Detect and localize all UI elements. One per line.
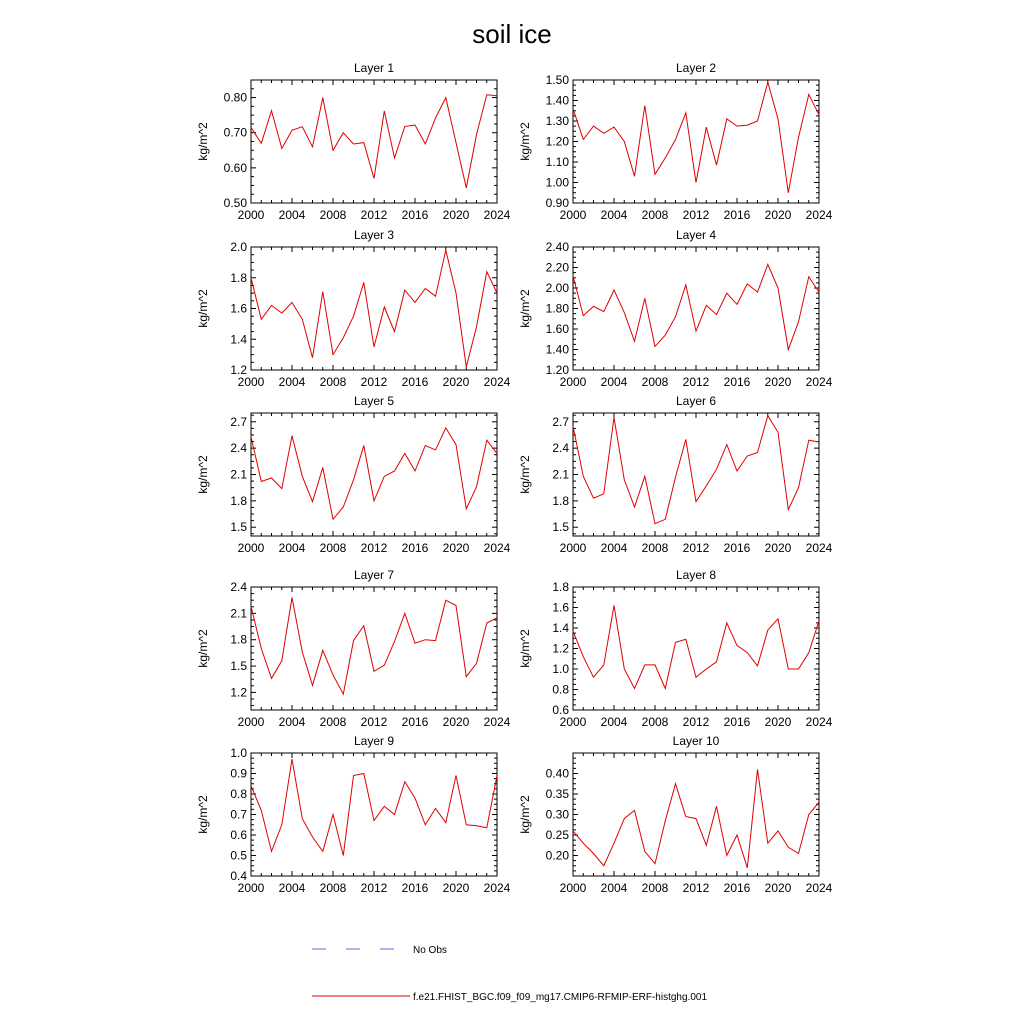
layer-4-ytick-label: 1.60	[545, 322, 569, 336]
layer-7-ytick-label: 2.1	[230, 606, 247, 621]
layer-4-ytick-label: 1.40	[545, 342, 569, 357]
layer-8-series-line	[573, 606, 819, 689]
layer-7-xtick-label: 2000	[237, 715, 265, 729]
layer-7-xtick-label: 2020	[442, 715, 470, 729]
layer-1-title: Layer 1	[353, 61, 395, 75]
layer-3-series-line	[251, 250, 497, 367]
layer-7-frame	[251, 587, 497, 710]
layer-8-frame	[573, 587, 819, 710]
layer-8-ytick-label: 0.6	[552, 703, 569, 717]
layer-5-ytick-label: 2.4	[230, 441, 247, 456]
layer-9-ytick-label: 0.5	[230, 848, 247, 863]
layer-1-xtick-label: 2000	[237, 208, 265, 222]
layer-3-xtick-label: 2016	[401, 375, 429, 389]
layer-10-xtick-label: 2024	[805, 881, 833, 895]
layer-3-xtick-label: 2004	[278, 375, 306, 389]
layer-6-series-line	[573, 416, 819, 524]
layer-3-ytick-label: 1.8	[230, 270, 247, 285]
layer-2-xtick-label: 2016	[723, 208, 751, 222]
layer-5-panel	[196, 394, 511, 555]
layer-2-xtick-label: 2008	[641, 208, 669, 222]
layer-10-xtick-label: 2012	[682, 881, 710, 895]
layer-6-ytick-label: 2.7	[552, 414, 569, 429]
layer-2-ytick-label: 0.90	[545, 196, 569, 210]
layer-5-frame	[251, 413, 497, 536]
layer-8-title: Layer 8	[675, 568, 717, 582]
layer-6-xtick-label: 2008	[641, 541, 669, 555]
layer-10-xtick-label: 2020	[764, 881, 792, 895]
layer-6-ylabel: kg/m^2	[518, 455, 532, 494]
layer-4-frame	[573, 247, 819, 370]
layer-3-ytick-label: 1.4	[230, 332, 247, 347]
layer-10-panel	[518, 734, 833, 895]
legend-label-model: f.e21.FHIST_BGC.f09_f09_mg17.CMIP6-RFMIP-ERF-histghg.001	[413, 992, 708, 1003]
layer-4-xtick-label: 2012	[682, 375, 710, 389]
layer-7-xtick-label: 2024	[483, 715, 511, 729]
layer-4-title: Layer 4	[675, 228, 717, 242]
layer-1-xtick-label: 2012	[360, 208, 388, 222]
layer-10-xtick-label: 2016	[723, 881, 751, 895]
layer-7-xtick-label: 2008	[319, 715, 347, 729]
layer-10-xtick-label: 2008	[641, 881, 669, 895]
layer-8-ytick-label: 1.2	[552, 641, 569, 656]
layer-9-ytick-label: 0.7	[230, 807, 247, 822]
layer-3-xtick-label: 2000	[237, 375, 265, 389]
layer-10-ytick-label: 0.40	[545, 766, 569, 781]
layer-7-ytick-label: 1.2	[230, 685, 247, 700]
layer-9-title: Layer 9	[353, 734, 395, 748]
layer-5-ytick-label: 1.8	[230, 493, 247, 508]
layer-8-xtick-label: 2012	[682, 715, 710, 729]
layer-7-xtick-label: 2012	[360, 715, 388, 729]
layer-9-frame	[251, 753, 497, 876]
layer-2-ytick-label: 1.20	[545, 134, 569, 149]
layer-6-panel	[518, 394, 833, 555]
layer-1-xtick-label: 2020	[442, 208, 470, 222]
layer-8-ytick-label: 1.8	[552, 580, 569, 594]
layer-7-ylabel: kg/m^2	[196, 629, 210, 668]
layer-3-xtick-label: 2008	[319, 375, 347, 389]
layer-9-series-line	[251, 759, 497, 855]
layer-8-panel	[518, 568, 833, 729]
layer-2-ytick-label: 1.00	[545, 175, 569, 190]
layer-5-xtick-label: 2012	[360, 541, 388, 555]
layer-5-ytick-label: 2.7	[230, 414, 247, 429]
layer-9-ytick-label: 0.8	[230, 787, 247, 801]
layer-1-panel	[196, 61, 511, 222]
layer-8-xtick-label: 2024	[805, 715, 833, 729]
layer-4-ylabel: kg/m^2	[518, 289, 532, 328]
layer-7-series-line	[251, 598, 497, 695]
layer-10-series-line	[573, 769, 819, 867]
layer-3-ytick-label: 1.6	[230, 301, 247, 316]
layer-5-xtick-label: 2004	[278, 541, 306, 555]
layer-8-ytick-label: 0.8	[552, 682, 569, 697]
layer-9-xtick-label: 2016	[401, 881, 429, 895]
layer-9-xtick-label: 2008	[319, 881, 347, 895]
layer-4-ytick-label: 1.80	[545, 301, 569, 316]
layer-7-ytick-label: 1.8	[230, 632, 247, 647]
panel-grid	[196, 61, 833, 895]
layer-1-xtick-label: 2016	[401, 208, 429, 222]
figure-title: soil ice	[472, 19, 552, 49]
layer-10-xtick-label: 2000	[559, 881, 587, 895]
layer-3-xtick-label: 2012	[360, 375, 388, 389]
layer-8-xtick-label: 2000	[559, 715, 587, 729]
legend	[312, 945, 707, 1003]
layer-9-xtick-label: 2012	[360, 881, 388, 895]
layer-8-xtick-label: 2016	[723, 715, 751, 729]
layer-2-title: Layer 2	[675, 61, 717, 75]
layer-8-ylabel: kg/m^2	[518, 629, 532, 668]
layer-2-xtick-label: 2020	[764, 208, 792, 222]
layer-2-ytick-label: 1.10	[545, 155, 569, 169]
layer-10-ytick-label: 0.35	[545, 787, 569, 801]
layer-6-frame	[573, 413, 819, 536]
layer-4-xtick-label: 2004	[600, 375, 628, 389]
layer-3-ylabel: kg/m^2	[196, 289, 210, 328]
layer-4-xtick-label: 2000	[559, 375, 587, 389]
layer-9-panel	[196, 734, 511, 895]
layer-9-ytick-label: 0.9	[230, 766, 247, 781]
layer-7-ytick-label: 1.5	[230, 659, 247, 674]
layer-2-ytick-label: 1.50	[545, 73, 569, 87]
layer-1-ytick-label: 0.50	[223, 196, 247, 210]
layer-6-xtick-label: 2020	[764, 541, 792, 555]
legend-label-no-obs: No Obs	[413, 945, 447, 956]
layer-10-ylabel: kg/m^2	[518, 795, 532, 834]
layer-2-xtick-label: 2000	[559, 208, 587, 222]
layer-9-ytick-label: 0.6	[230, 828, 247, 842]
layer-2-xtick-label: 2004	[600, 208, 628, 222]
layer-4-ytick-label: 2.20	[545, 260, 569, 275]
layer-4-xtick-label: 2016	[723, 375, 751, 389]
layer-5-series-line	[251, 428, 497, 519]
layer-5-ytick-label: 1.5	[230, 520, 247, 535]
layer-2-series-line	[573, 82, 819, 193]
layer-1-xtick-label: 2008	[319, 208, 347, 222]
layer-4-ytick-label: 2.00	[545, 281, 569, 295]
layer-10-ytick-label: 0.30	[545, 807, 569, 822]
layer-6-ytick-label: 2.1	[552, 467, 569, 482]
layer-10-xtick-label: 2004	[600, 881, 628, 895]
layer-8-xtick-label: 2008	[641, 715, 669, 729]
layer-1-xtick-label: 2004	[278, 208, 306, 222]
layer-3-frame	[251, 247, 497, 370]
layer-5-title: Layer 5	[353, 394, 395, 408]
layer-6-ytick-label: 2.4	[552, 441, 569, 456]
layer-4-ytick-label: 1.20	[545, 363, 569, 377]
layer-2-panel	[518, 61, 833, 222]
layer-2-ytick-label: 1.40	[545, 93, 569, 108]
layer-9-xtick-label: 2020	[442, 881, 470, 895]
layer-3-ytick-label: 1.2	[230, 363, 247, 377]
layer-9-xtick-label: 2004	[278, 881, 306, 895]
layer-10-ytick-label: 0.20	[545, 848, 569, 863]
layer-5-xtick-label: 2008	[319, 541, 347, 555]
layer-6-title: Layer 6	[675, 394, 717, 408]
layer-5-xtick-label: 2016	[401, 541, 429, 555]
layer-4-panel	[518, 228, 833, 389]
layer-5-ylabel: kg/m^2	[196, 455, 210, 494]
layer-9-xtick-label: 2024	[483, 881, 511, 895]
layer-4-xtick-label: 2008	[641, 375, 669, 389]
layer-6-xtick-label: 2024	[805, 541, 833, 555]
layer-5-ytick-label: 2.1	[230, 467, 247, 482]
layer-3-ytick-label: 2.0	[230, 240, 247, 254]
layer-2-xtick-label: 2012	[682, 208, 710, 222]
layer-10-title: Layer 10	[672, 734, 720, 748]
layer-5-xtick-label: 2000	[237, 541, 265, 555]
layer-3-panel	[196, 228, 511, 389]
layer-4-series-line	[573, 264, 819, 349]
layer-6-ytick-label: 1.8	[552, 493, 569, 508]
layer-6-xtick-label: 2000	[559, 541, 587, 555]
layer-8-ytick-label: 1.0	[552, 662, 569, 676]
layer-6-xtick-label: 2004	[600, 541, 628, 555]
layer-7-xtick-label: 2004	[278, 715, 306, 729]
layer-5-xtick-label: 2020	[442, 541, 470, 555]
layer-1-ylabel: kg/m^2	[196, 122, 210, 161]
layer-2-xtick-label: 2024	[805, 208, 833, 222]
layer-7-ytick-label: 2.4	[230, 580, 247, 594]
layer-1-series-line	[251, 95, 497, 188]
layer-10-frame	[573, 753, 819, 876]
layer-4-xtick-label: 2024	[805, 375, 833, 389]
layer-9-xtick-label: 2000	[237, 881, 265, 895]
layer-2-ytick-label: 1.30	[545, 114, 569, 128]
layer-8-ytick-label: 1.4	[552, 621, 569, 635]
layer-3-xtick-label: 2020	[442, 375, 470, 389]
layer-4-ytick-label: 2.40	[545, 240, 569, 254]
layer-9-ytick-label: 1.0	[230, 746, 247, 760]
layer-10-ytick-label: 0.25	[545, 828, 569, 842]
layer-7-title: Layer 7	[353, 568, 395, 582]
layer-8-ytick-label: 1.6	[552, 600, 569, 615]
layer-3-xtick-label: 2024	[483, 375, 511, 389]
layer-6-xtick-label: 2012	[682, 541, 710, 555]
layer-8-xtick-label: 2004	[600, 715, 628, 729]
layer-6-xtick-label: 2016	[723, 541, 751, 555]
layer-7-xtick-label: 2016	[401, 715, 429, 729]
layer-9-ytick-label: 0.4	[230, 869, 247, 883]
layer-5-xtick-label: 2024	[483, 541, 511, 555]
layer-2-frame	[573, 80, 819, 203]
layer-3-title: Layer 3	[353, 228, 395, 242]
layer-8-xtick-label: 2020	[764, 715, 792, 729]
layer-1-frame	[251, 80, 497, 203]
layer-1-ytick-label: 0.60	[223, 160, 247, 175]
layer-1-ytick-label: 0.70	[223, 125, 247, 140]
layer-1-xtick-label: 2024	[483, 208, 511, 222]
layer-7-panel	[196, 568, 511, 729]
layer-4-xtick-label: 2020	[764, 375, 792, 389]
layer-2-ylabel: kg/m^2	[518, 122, 532, 161]
layer-6-ytick-label: 1.5	[552, 520, 569, 535]
layer-9-ylabel: kg/m^2	[196, 795, 210, 834]
layer-1-ytick-label: 0.80	[223, 90, 247, 105]
